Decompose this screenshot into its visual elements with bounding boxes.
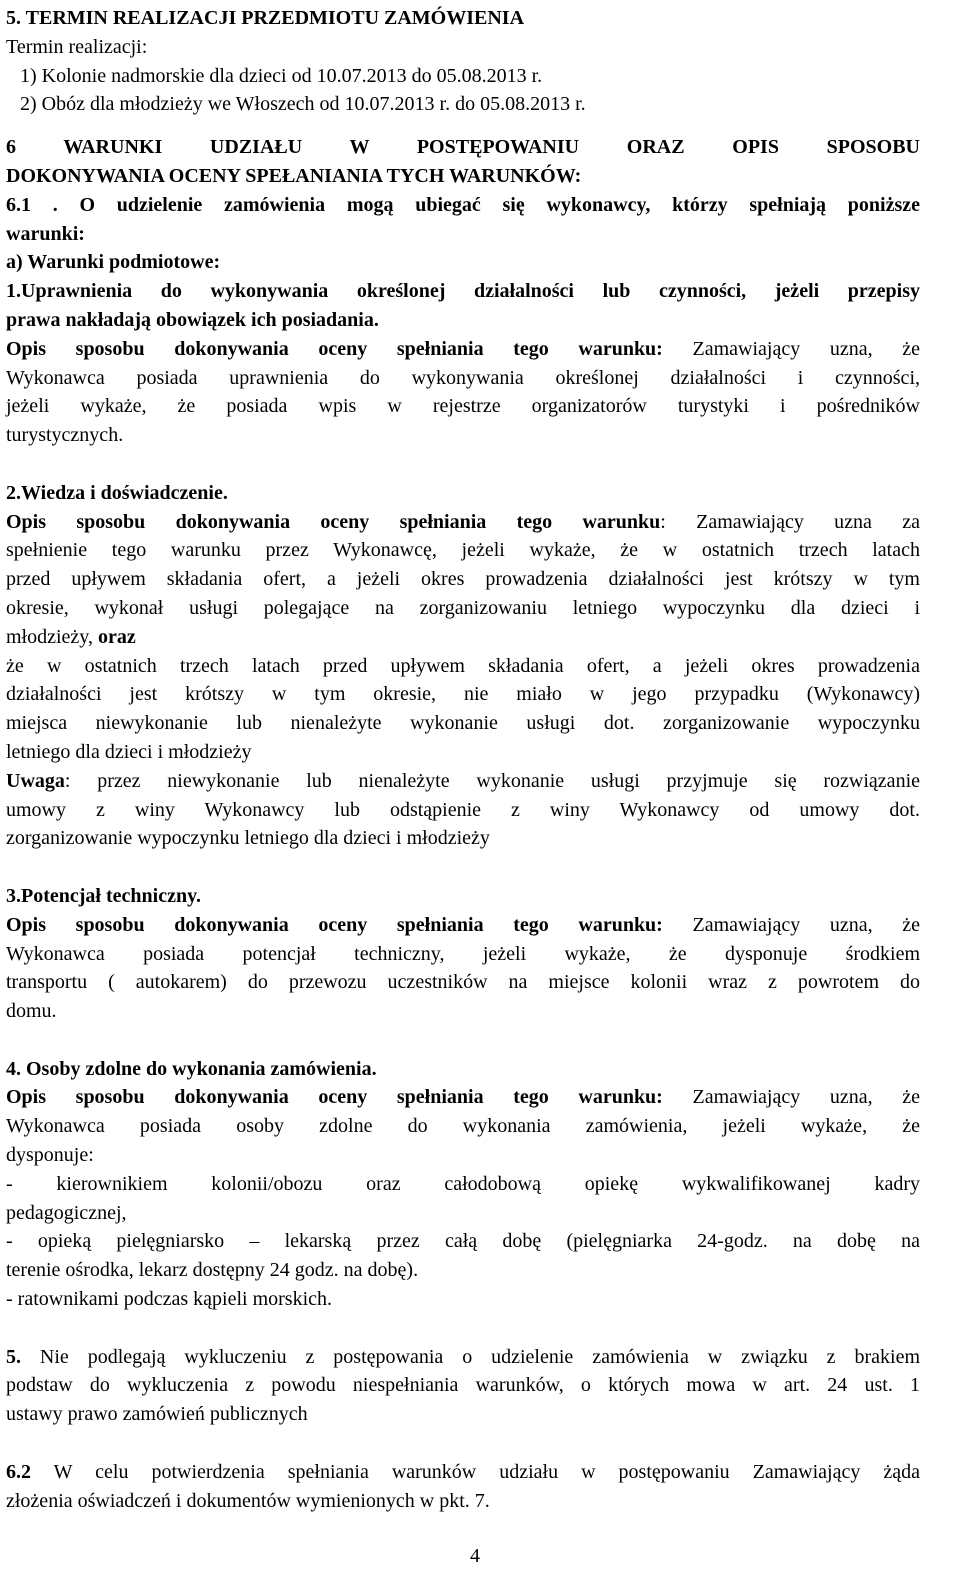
condition-2-line-2: spełnienie tego warunku przez Wykonawcę, jeżeli wykaże, że w ostatnich trzech latach — [6, 539, 920, 562]
assessment-text: Zamawiający uzna, że — [662, 337, 920, 360]
condition-5-line-3: ustawy prawo zamówień publicznych — [6, 1403, 308, 1426]
condition-1-assessment-line-1 — [6, 335, 920, 364]
condition-4-line-7: terenie ośrodka, lekarz dostępny 24 godz. na dobę). — [6, 1259, 419, 1282]
condition-1-title-line-1: 1.Uprawnienia do wykonywania określonej działalności lub czynności, jeżeli przepisy — [6, 280, 920, 303]
assessment-label: Opis sposobu dokonywania oceny spełniania tego warunku — [6, 510, 661, 533]
condition-3-line-2: Wykonawca posiada potencjał techniczny, jeżeli wykaże, że dysponuje środkiem — [6, 942, 920, 965]
assessment-text: Zamawiający uzna, że — [662, 1086, 920, 1109]
condition-3-assessment-line-1 — [6, 911, 920, 940]
assessment-label: Opis sposobu dokonywania oceny spełniania tego warunku: — [6, 337, 663, 360]
item-number: 5. — [6, 1345, 21, 1368]
item-number: 6.2 — [6, 1460, 31, 1483]
warning-text: : przez niewykonanie lub nienależyte wykonanie usługi przyjmuje się rozwiązanie — [64, 769, 920, 792]
subjective-conditions-label: a) Warunki podmiotowe: — [6, 251, 221, 274]
assessment-text: : Zamawiający uzna za — [660, 510, 921, 533]
section-5-intro: Termin realizacji: — [6, 35, 148, 58]
condition-1-line-3: jeżeli wykaże, że posiada wpis w rejestrze organizatorów turystyki i pośredników — [6, 395, 920, 418]
condition-4-line-6: - opieką pielęgniarsko – lekarską przez całą dobę (pielęgniarka 24-godz. na dobę na — [6, 1230, 920, 1253]
warning-label: Uwaga — [6, 769, 65, 792]
condition-2-title: 2.Wiedza i doświadczenie. — [6, 481, 228, 504]
condition-5-line-2: podstaw do wykluczenia z powodu niespełniania warunków, o których mowa w art. 24 ust. 1 — [6, 1374, 920, 1397]
condition-2-line-7: działalności jest krótszy w tym okresie, nie miało w jego przypadku (Wykonawcy) — [6, 683, 920, 706]
condition-4-title: 4. Osoby zdolne do wykonania zamówienia. — [6, 1057, 377, 1080]
condition-1-line-2: Wykonawca posiada uprawnienia do wykonywania określonej działalności i czynności, — [6, 366, 920, 389]
section-5-item-1: 1) Kolonie nadmorskie dla dzieci od 10.07.2013 do 05.08.2013 r. — [20, 64, 543, 87]
item-text: Nie podlegają wykluczeniu z postępowania o udzielenie zamówienia w związku z brakiem — [21, 1345, 920, 1368]
condition-4-line-8: - ratownikami podczas kąpieli morskich. — [6, 1288, 333, 1311]
condition-1-line-4: turystycznych. — [6, 424, 124, 447]
paragraph-6-1-line-1: 6.1 . O udzielenie zamówienia mogą ubiegać się wykonawcy, którzy spełniają poniższe — [6, 193, 920, 216]
condition-2-line-12: zorganizowanie wypoczynku letniego dla dzieci i młodzieży — [6, 827, 490, 850]
section-5-item-2: 2) Obóz dla młodzieży we Włoszech od 10.07.2013 r. do 05.08.2013 r. — [20, 93, 586, 116]
condition-4-assessment-line-1 — [6, 1083, 920, 1112]
condition-2-line-11: umowy z winy Wykonawcy lub odstąpienie z winy Wykonawcy od umowy dot. — [6, 798, 920, 821]
condition-4-line-4: - kierownikiem kolonii/obozu oraz całodobową opiekę wykwalifikowanej kadry — [6, 1172, 920, 1195]
condition-3-line-3: transportu ( autokarem) do przewozu uczestników na miejsce kolonii wraz z powrotem do — [6, 971, 920, 994]
condition-4-line-5: pedagogicznej, — [6, 1201, 127, 1224]
paragraph-6-2-line-2: złożenia oświadczeń i dokumentów wymienionych w pkt. 7. — [6, 1489, 490, 1512]
condition-1-title-line-2: prawa nakładają obowiązek ich posiadania. — [6, 308, 379, 331]
condition-2-assessment-line-1 — [6, 508, 920, 537]
condition-2-line-8: miejsca niewykonanie lub nienależyte wykonanie usługi dot. zorganizowanie wypoczynku — [6, 712, 920, 735]
condition-3-line-4: domu. — [6, 1000, 57, 1023]
item-text: W celu potwierdzenia spełniania warunków udziału w postępowaniu Zamawiający żąda — [31, 1460, 920, 1483]
document-page — [6, 4, 920, 1515]
condition-4-line-2: Wykonawca posiada osoby zdolne do wykonania zamówienia, jeżeli wykaże, że — [6, 1115, 920, 1138]
condition-2-line-9: letniego dla dzieci i młodzieży — [6, 740, 252, 763]
section-5-heading: 5. TERMIN REALIZACJI PRZEDMIOTU ZAMÓWIENIA — [6, 7, 525, 29]
section-6-heading-line-2: DOKONYWANIA OCENY SPEŁANIANIA TYCH WARUNKÓW: — [6, 164, 582, 187]
condition-2-line-5 — [6, 623, 920, 652]
bold-run: oraz — [98, 625, 136, 648]
condition-2-warning-line-1 — [6, 767, 920, 796]
assessment-label: Opis sposobu dokonywania oceny spełniania tego warunku: — [6, 1086, 663, 1109]
condition-4-line-3: dysponuje: — [6, 1144, 94, 1167]
condition-2-line-3: przed upływem składania ofert, a jeżeli okres prowadzenia działalności jest krótszy w tym — [6, 568, 920, 591]
assessment-text: Zamawiający uzna, że — [662, 913, 920, 936]
condition-3-title: 3.Potencjał techniczny. — [6, 884, 201, 907]
paragraph-6-1-line-2: warunki: — [6, 222, 85, 245]
section-6-heading-line-1: 6 WARUNKI UDZIAŁU W POSTĘPOWANIU ORAZ OPIS SPOSOBU — [6, 136, 920, 159]
condition-5-line-1 — [6, 1343, 920, 1372]
paragraph-6-2-line-1 — [6, 1458, 920, 1487]
page-number: 4 — [470, 1545, 480, 1567]
text-run: młodzieży, — [6, 625, 99, 648]
condition-2-line-6: że w ostatnich trzech latach przed upływem składania ofert, a jeżeli okres prowadzenia — [6, 654, 920, 677]
assessment-label: Opis sposobu dokonywania oceny spełniania tego warunku: — [6, 913, 663, 936]
condition-2-line-4: okresie, wykonał usługi polegające na zorganizowaniu letniego wypoczynku dla dzieci i — [6, 596, 920, 619]
